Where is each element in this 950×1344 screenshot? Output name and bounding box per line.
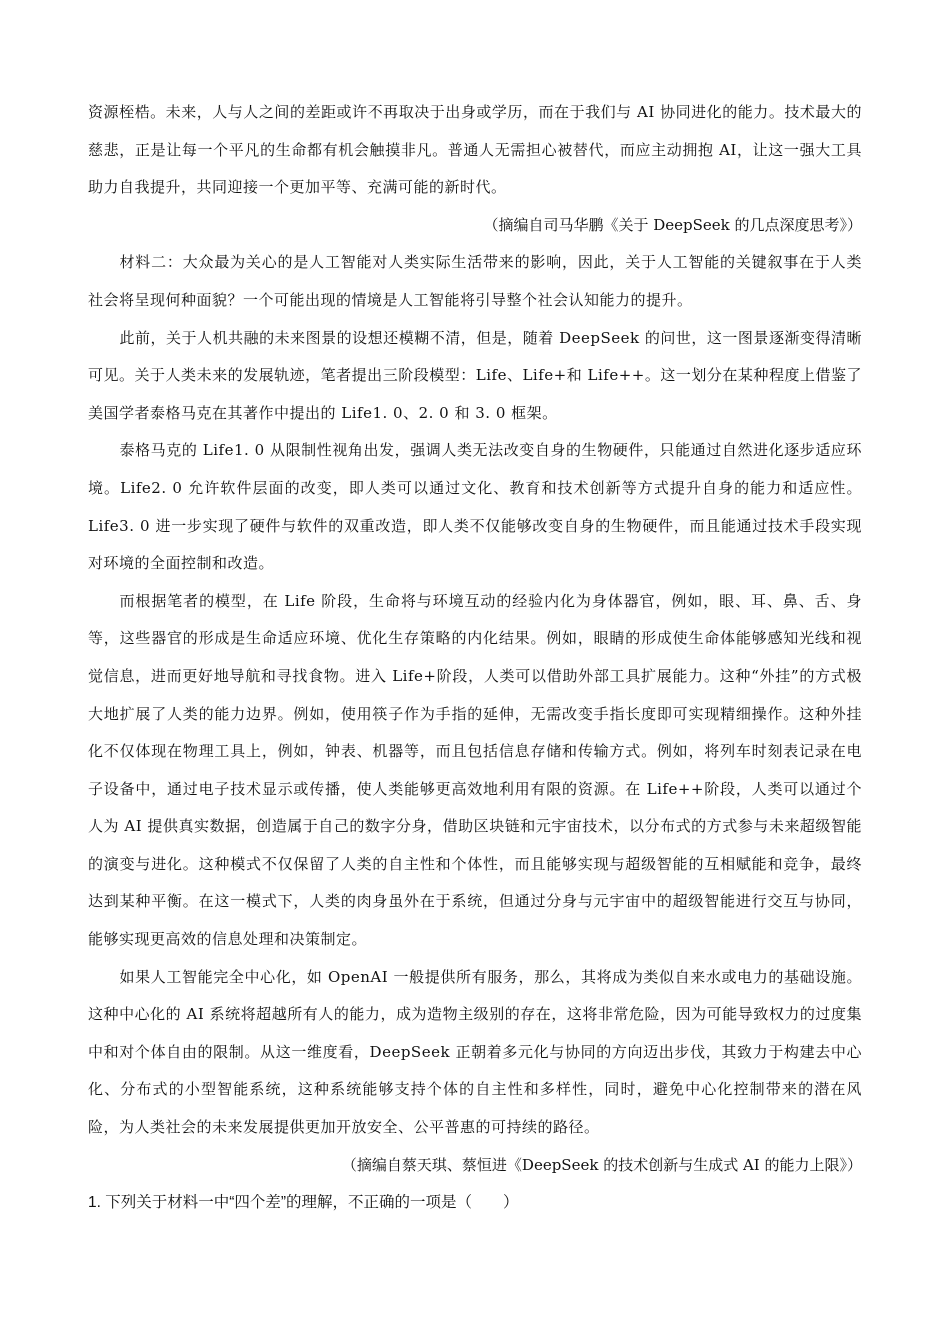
- question-1: 1. 下列关于材料一中“四个差”的理解，不正确的一项是（ ）: [88, 1194, 519, 1212]
- material1-tail-paragraph: 资源桎梏。未来，人与人之间的差距或许不再取决于出身或学历，而在于我们与 AI 协同进化的能力。技术最大的慈悲，正是让每一个平凡的生命都有机会触摸非凡。普通人无需担心被替代，而应主动拥抱 AI，让这一强大工具助力自我提升，共同迎接一个更加平等、充满可能的新时代。: [88, 103, 862, 197]
- material2-paragraph-5: 如果人工智能完全中心化，如 OpenAI 一般提供所有服务，那么，其将成为类似自来水或电力的基础设施。这种中心化的 AI 系统将超越所有人的能力，成为造物主级别的存在，这将非常危险，因为可能导致权力的过度集中和对个体自由的限制。从这一维度看，DeepSeek 正朝着多元化与协同的方向迈出步伐，其致力于构建去中心化、分布式的小型智能系统，这种系统能够支持个体的自主性和多样性，同时，避免中心化控制带来的潜在风险，为人类社会的未来发展提供更加开放安全、公平普惠的可持续的路径。: [88, 967, 862, 1137]
- material2-paragraph-4: 而根据笔者的模型，在 Life 阶段，生命将与环境互动的经验内化为身体器官，例如，眼、耳、鼻、舌、身等，这些器官的形成是生命适应环境、优化生存策略的内化结果。例如，眼睛的形成使生命体能够感知光线和视觉信息，进而更好地导航和寻找食物。进入 Life+阶段，人类可以借助外部工具扩展能力。这种“外挂”的方式极大地扩展了人类的能力边界。例如，使用筷子作为手指的延伸，无需改变手指长度即可实现精细操作。这种外挂化不仅体现在物理工具上，例如，钟表、机器等，而且包括信息存储和传输方式。例如，将列车时刻表记录在电子设备中，通过电子技术显示或传播，使人类能够更高效地利用有限的资源。在 Life++阶段，人类可以通过个人为 AI 提供真实数据，创造属于自己的数字分身，借助区块链和元宇宙技术，以分布式的方式参与未来超级智能的演变与进化。这种模式不仅保留了人类的自主性和个体性，而且能够实现与超级智能的互相赋能和竞争，最终达到某种平衡。在这一模式下，人类的肉身虽外在于系统，但通过分身与元宇宙中的超级智能进行交互与协同，能够实现更高效的信息处理和决策制定。: [88, 591, 862, 949]
- material2-paragraph-1: 材料二：大众最为关心的是人工智能对人类实际生活带来的影响，因此，关于人工智能的关键叙事在于人类社会将呈现何种面貌？一个可能出现的情境是人工智能将引导整个社会认知能力的提升。: [88, 253, 862, 309]
- source-citation-1: （摘编自司马华鹏《关于 DeepSeek 的几点深度思考》）: [483, 215, 862, 234]
- material2-paragraph-2: 此前，关于人机共融的未来图景的设想还模糊不清，但是，随着 DeepSeek 的问世，这一图景逐渐变得清晰可见。关于人类未来的发展轨迹，笔者提出三阶段模型：Life、Life+和 Life++。这一划分在某种程度上借鉴了美国学者泰格马克在其著作中提出的 Life1. 0、2. 0 和 3. 0 框架。: [88, 328, 862, 422]
- material2-paragraph-3: 泰格马克的 Life1. 0 从限制性视角出发，强调人类无法改变自身的生物硬件，只能通过自然进化逐步适应环境。Life2. 0 允许软件层面的改变，即人类可以通过文化、教育和技术创新等方式提升自身的能力和适应性。Life3. 0 进一步实现了硬件与软件的双重改造，即人类不仅能够改变自身的生物硬件，而且能通过技术手段实现对环境的全面控制和改造。: [88, 441, 862, 573]
- source-citation-2: （摘编自蔡天琪、蔡恒进《DeepSeek 的技术创新与生成式 AI 的能力上限》）: [341, 1155, 862, 1174]
